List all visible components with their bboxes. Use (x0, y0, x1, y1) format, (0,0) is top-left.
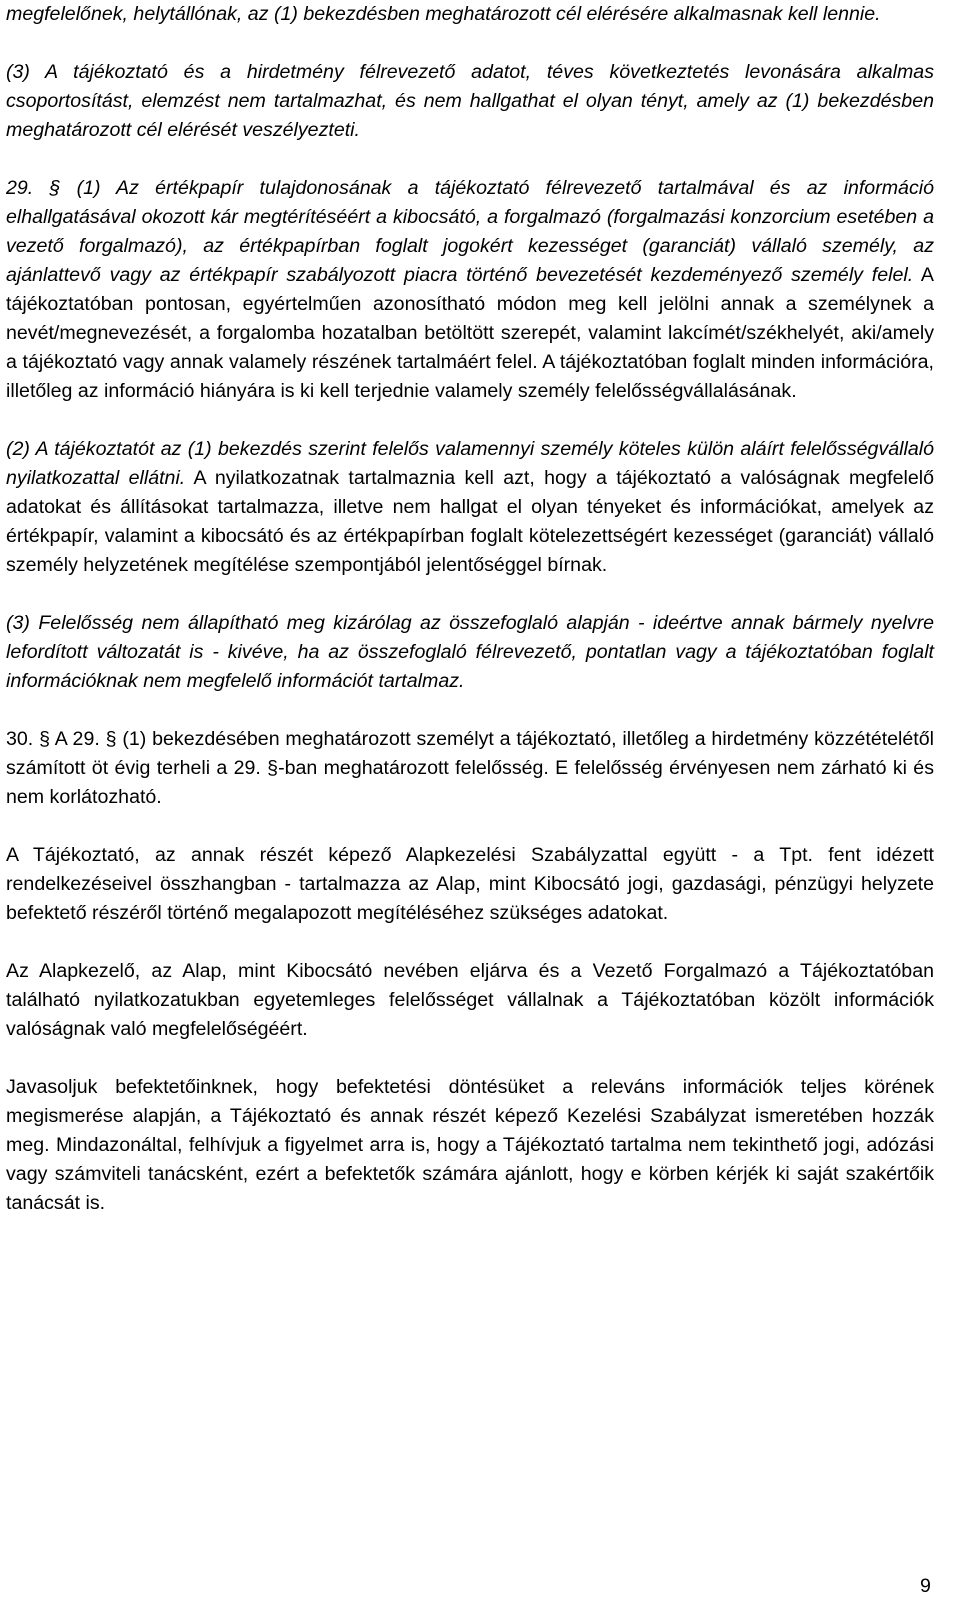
paragraph-text: (3) A tájékoztató és a hirdetmény félrevezető adatot, téves következtetés levonására alkalmas csoportosítást, elemzést nem tartalmazhat, és nem hallgathat el olyan tényt, amely az (1) bekezdésben meghatározott cél elérését veszélyezteti. (6, 61, 934, 141)
document-page (6, 0, 934, 1218)
paragraph-text-italic: (2) A tájékoztatót az (1) bekezdés szerint felelős valamennyi személy köteles külön aláírt felelősségvállaló nyilatkozattal ellátni. (6, 438, 934, 489)
paragraph-text: Javasoljuk befektetőinknek, hogy befektetési döntésüket a releváns információk teljes körének megismerése alapján, a Tájékoztató és annak részét képező Kezelési Szabályzat ismeretében hozzák meg. Mindazonáltal, felhívjuk a figyelmet arra is, hogy a Tájékoztató tartalma nem tekinthető jogi, adózási vagy számviteli tanácsként, ezért a befektetők számára ajánlott, hogy e körben kérjék ki saját szakértőik tanácsát is. (6, 1076, 934, 1214)
paragraph-liability (6, 957, 934, 1044)
paragraph-29-3 (6, 609, 934, 696)
paragraph-text-upright: A nyilatkozatnak tartalmaznia kell azt, hogy a tájékoztató a valóságnak megfelelő adatokat és állításokat tartalmazza, illetve nem hallgat el olyan tényeket és információkat, amelyek az értékpapír, valamint a kibocsátó és az értékpapírban foglalt kötelezettségért kezességet (garanciát) vállaló személy helyzetének megítélése szempontjából jelentőséggel bírnak. (6, 467, 934, 576)
paragraph-text: Az Alapkezelő, az Alap, mint Kibocsátó nevében eljárva és a Vezető Forgalmazó a Tájékoztatóban található nyilatkozatukban egyetemleges felelősséget vállalnak a Tájékoztatóban közölt információk valóságnak való megfelelőségéért. (6, 960, 934, 1040)
paragraph-text: megfelelőnek, helytállónak, az (1) bekezdésben meghatározott cél elérésére alkalmasnak kell lennie. (6, 3, 881, 25)
paragraph-text: (3) Felelősség nem állapítható meg kizárólag az összefoglaló alapján - ideértve annak bármely nyelvre lefordított változatát is - kivéve, ha az összefoglaló félrevezető, pontatlan vagy a tájékoztatóban foglalt információknak nem megfelelő információt tartalmaz. (6, 612, 934, 692)
paragraph-text: 30. § A 29. § (1) bekezdésében meghatározott személyt a tájékoztató, illetőleg a hirdetmény közzétételétől számított öt évig terheli a 29. §-ban meghatározott felelősség. E felelősség érvényesen nem zárható ki és nem korlátozható. (6, 728, 934, 808)
paragraph-text-italic: 29. § (1) Az értékpapír tulajdonosának a tájékoztató félrevezető tartalmával és az információ elhallgatásával okozott kár megtérítéséért a kibocsátó, a forgalmazó (forgalmazási konzorcium esetében a vezető forgalmazó), az értékpapírban foglalt jogokért kezességet (garanciát) vállaló személy, az ajánlattevő vagy az értékpapír szabályozott piacra történő bevezetését kezdeményező személy felel. (6, 177, 934, 286)
paragraph-29-2 (6, 435, 934, 580)
paragraph-recommendation (6, 1073, 934, 1218)
paragraph-prospectus-content (6, 841, 934, 928)
paragraph-28-3 (6, 58, 934, 145)
paragraph-29-1 (6, 174, 934, 406)
page-number: 9 (920, 1575, 931, 1597)
paragraph-text-upright: A tájékoztatóban pontosan, egyértelműen azonosítható módon meg kell jelölni annak a személynek a nevét/megnevezését, a forgalomba hozatalban betöltött szerepét, valamint lakcímét/székhelyét, aki/amely a tájékoztató vagy annak valamely részének tartalmáért felel. A tájékoztatóban foglalt minden információra, illetőleg az információ hiányára is ki kell terjednie valamely személy felelősségvállalásának. (6, 264, 934, 402)
paragraph-30 (6, 725, 934, 812)
paragraph-text: A Tájékoztató, az annak részét képező Alapkezelési Szabályzattal együtt - a Tpt. fent idézett rendelkezéseivel összhangban - tartalmazza az Alap, mint Kibocsátó jogi, gazdasági, pénzügyi helyzete befektető részéről történő megalapozott megítéléséhez szükséges adatokat. (6, 844, 934, 924)
paragraph-continuation (6, 0, 934, 29)
